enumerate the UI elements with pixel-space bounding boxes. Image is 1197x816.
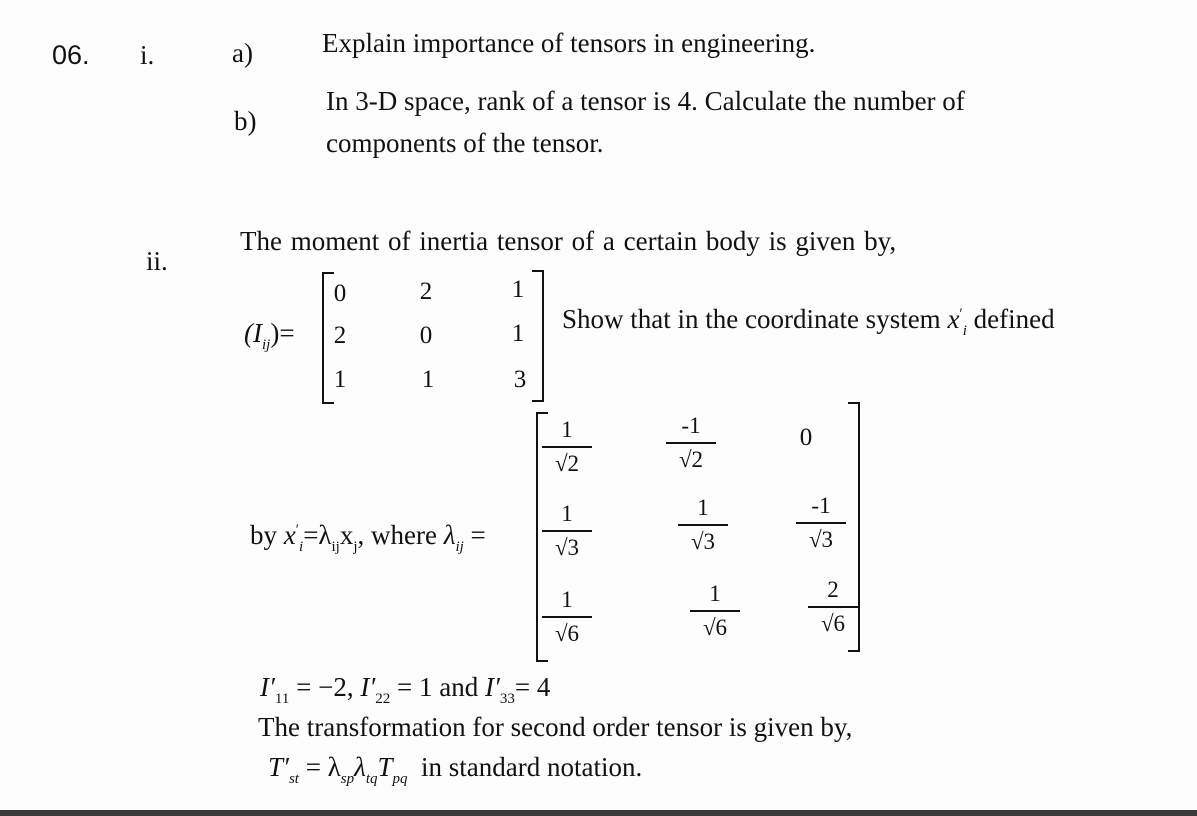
principal-values-line: $I'_{11} = -2$, $I'_{22} = 1$ and $I'_{33}= 4$ <box>260 672 551 707</box>
show-that-text: Show that in the coordinate system $x'_i$ defined <box>562 304 1055 339</box>
lambda-cell: 1 √6 <box>532 586 602 648</box>
part-a-label: a) <box>232 38 253 68</box>
lambda-cell: 1 √3 <box>532 500 602 562</box>
part-i-label: i. <box>140 40 155 70</box>
part-a-text: Explain importance of tensors in engineering. <box>322 28 816 58</box>
lambda-cell: -1 √3 <box>786 492 856 554</box>
inertia-cell: 3 <box>513 366 527 393</box>
inertia-cell: 1 <box>511 276 525 303</box>
part-b-line1: In 3-D space, rank of a tensor is 4. Calculate the number of <box>326 86 965 116</box>
question-number: 06. <box>52 40 90 70</box>
lambda-cell: 2 √6 <box>798 576 868 638</box>
lambda-cell: -1 √2 <box>656 412 726 474</box>
part-b-label: b) <box>234 106 257 136</box>
inertia-cell: 1 <box>421 366 435 393</box>
lambda-cell: 0 <box>799 424 813 451</box>
lambda-cell: 1 √6 <box>680 580 750 642</box>
lambda-cell: 1 √3 <box>668 494 738 556</box>
part-ii-label: ii. <box>146 246 168 276</box>
inertia-symbol: $(I_{ij})=$ <box>244 318 295 353</box>
inertia-cell: 1 <box>333 366 347 393</box>
part-b-line2: components of the tensor. <box>326 128 604 158</box>
lambda-cell: 1 √2 <box>532 416 602 478</box>
inertia-cell: 2 <box>333 322 347 349</box>
inertia-cell: 1 <box>511 320 525 347</box>
scan-bottom-edge <box>0 810 1197 816</box>
transformation-formula: $T'_{st} = \lambda_{sp}\lambda_{tq}T_{pq}$ in standard notation. <box>268 752 643 787</box>
transform-definition: by $x'_i=\lambda_{ij}x_j$, where $\lambda_{ij}$ = <box>250 520 486 555</box>
part-ii-intro: The moment of inertia tensor of a certain body is given by, <box>240 226 897 256</box>
inertia-cell: 2 <box>419 278 433 305</box>
inertia-cell: 0 <box>419 322 433 349</box>
transformation-text: The transformation for second order tensor is given by, <box>258 712 853 742</box>
inertia-cell: 0 <box>333 280 347 307</box>
